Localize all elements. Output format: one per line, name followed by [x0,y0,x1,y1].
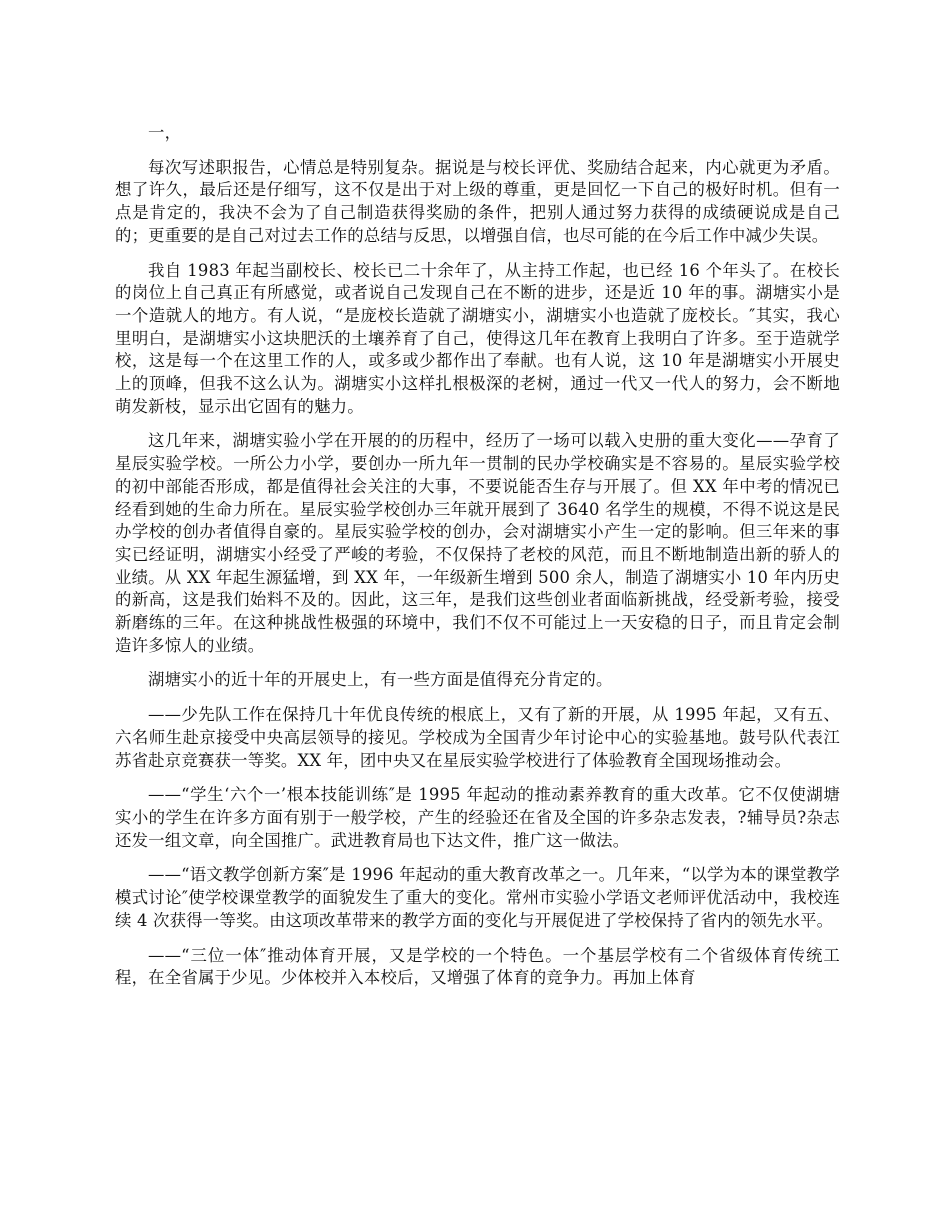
document-page [115,122,840,1002]
paragraph-8: ——“三位一体″推动体育开展，又是学校的一个特色。一个基层学校有二个省级体育传统工程，在全省属于少见。少体校并入本校后，又增强了体育的竞争力。再加上体育 [115,945,840,988]
paragraph-1: 每次写述职报告，心情总是特别复杂。据说是与校长评优、奖励结合起来，内心就更为矛盾。想了许久，最后还是仔细写，这不仅是出于对上级的尊重，更是回忆一下自己的极好时机。但有一点是肯定的，我决不会为了自己制造获得奖励的条件，把别人通过努力获得的成绩硬说成是自己的；更重要的是自己对过去工作的总结与反思，以增强自信，也尽可能的在今后工作中减少失误。 [115,157,840,245]
paragraph-3: 这几年来，湖塘实验小学在开展的的历程中，经历了一场可以载入史册的重大变化——孕育了星辰实验学校。一所公力小学，要创办一所九年一贯制的民办学校确实是不容易的。星辰实验学校的初中部能否形成，都是值得社会关注的大事，不要说能否生存与开展了。但 XX 年中考的情况已经看到她的生命力所在。星辰实验学校创办三年就开展到了 3640 名学生的规模，不得不说这是民办学校的创办者值得自豪的。星辰实验学校的创办，会对湖塘实小产生一定的影响。但三年来的事实已经证明，湖塘实小经受了严峻的考验，不仅保持了老校的风范，而且不断地制造出新的骄人的业绩。从 XX 年起生源猛增，到 XX 年，一年级新生增到 500 余人，制造了湖塘实小 10 年内历史的新高，这是我们始料不及的。因此，这三年，是我们这些创业者面临新挑战，经受新考验，接受新磨练的三年。在这种挑战性极强的环境中，我们不仅不可能过上一天安稳的日子，而且肯定会制造许多惊人的业绩。 [115,431,840,655]
paragraph-5: ——少先队工作在保持几十年优良传统的根底上，又有了新的开展，从 1995 年起，又有五、六名师生赴京接受中央高层领导的接见。学校成为全国青少年讨论中心的实验基地。鼓号队代表江苏省赴京竞赛获一等奖。XX 年，团中央又在星辰实验学校进行了体验教育全国现场推动会。 [115,705,840,770]
section-heading: 一， [148,123,182,142]
paragraph-2: 我自 1983 年起当副校长、校长已二十余年了，从主持工作起，也已经 16 个年头了。在校长的岗位上自己真正有所感觉，或者说自己发现自己在不断的进步，还是近 10 年的事。湖塘实小是一个造就人的地方。有人说，“是庞校长造就了湖塘实小，湖塘实小也造就了庞校长。″其实，我心里明白，是湖塘实小这块肥沃的土壤养育了自己，使得这几年在教育上我明白了许多。至于造就学校，这是每一个在这里工作的人，或多或少都作出了奉献。也有人说，这 10 年是湖塘实小开展史上的顶峰，但我不这么认为。湖塘实小这样扎根极深的老树，通过一代又一代人的努力，会不断地萌发新枝，显示出它固有的魅力。 [115,260,840,416]
paragraph-6: ——“学生‘六个一’根本技能训练″是 1995 年起动的推动素养教育的重大改革。它不仅使湖塘实小的学生在许多方面有别于一般学校，产生的经验还在省及全国的许多杂志发表，?辅导员?杂志还发一组文章，向全国推广。武进教育局也下达文件，推广这一做法。 [115,785,840,850]
paragraph-7: ——“语文教学创新方案″是 1996 年起动的重大教育改革之一。几年来，“以学为本的课堂教学模式讨论″使学校课堂教学的面貌发生了重大的变化。常州市实验小学语文老师评优活动中，我校连续 4 次获得一等奖。由这项改革带来的教学方面的变化与开展促进了学校保持了省内的领先水平。 [115,865,840,930]
paragraph-4: 湖塘实小的近十年的开展史上，有一些方面是值得充分肯定的。 [148,670,613,690]
